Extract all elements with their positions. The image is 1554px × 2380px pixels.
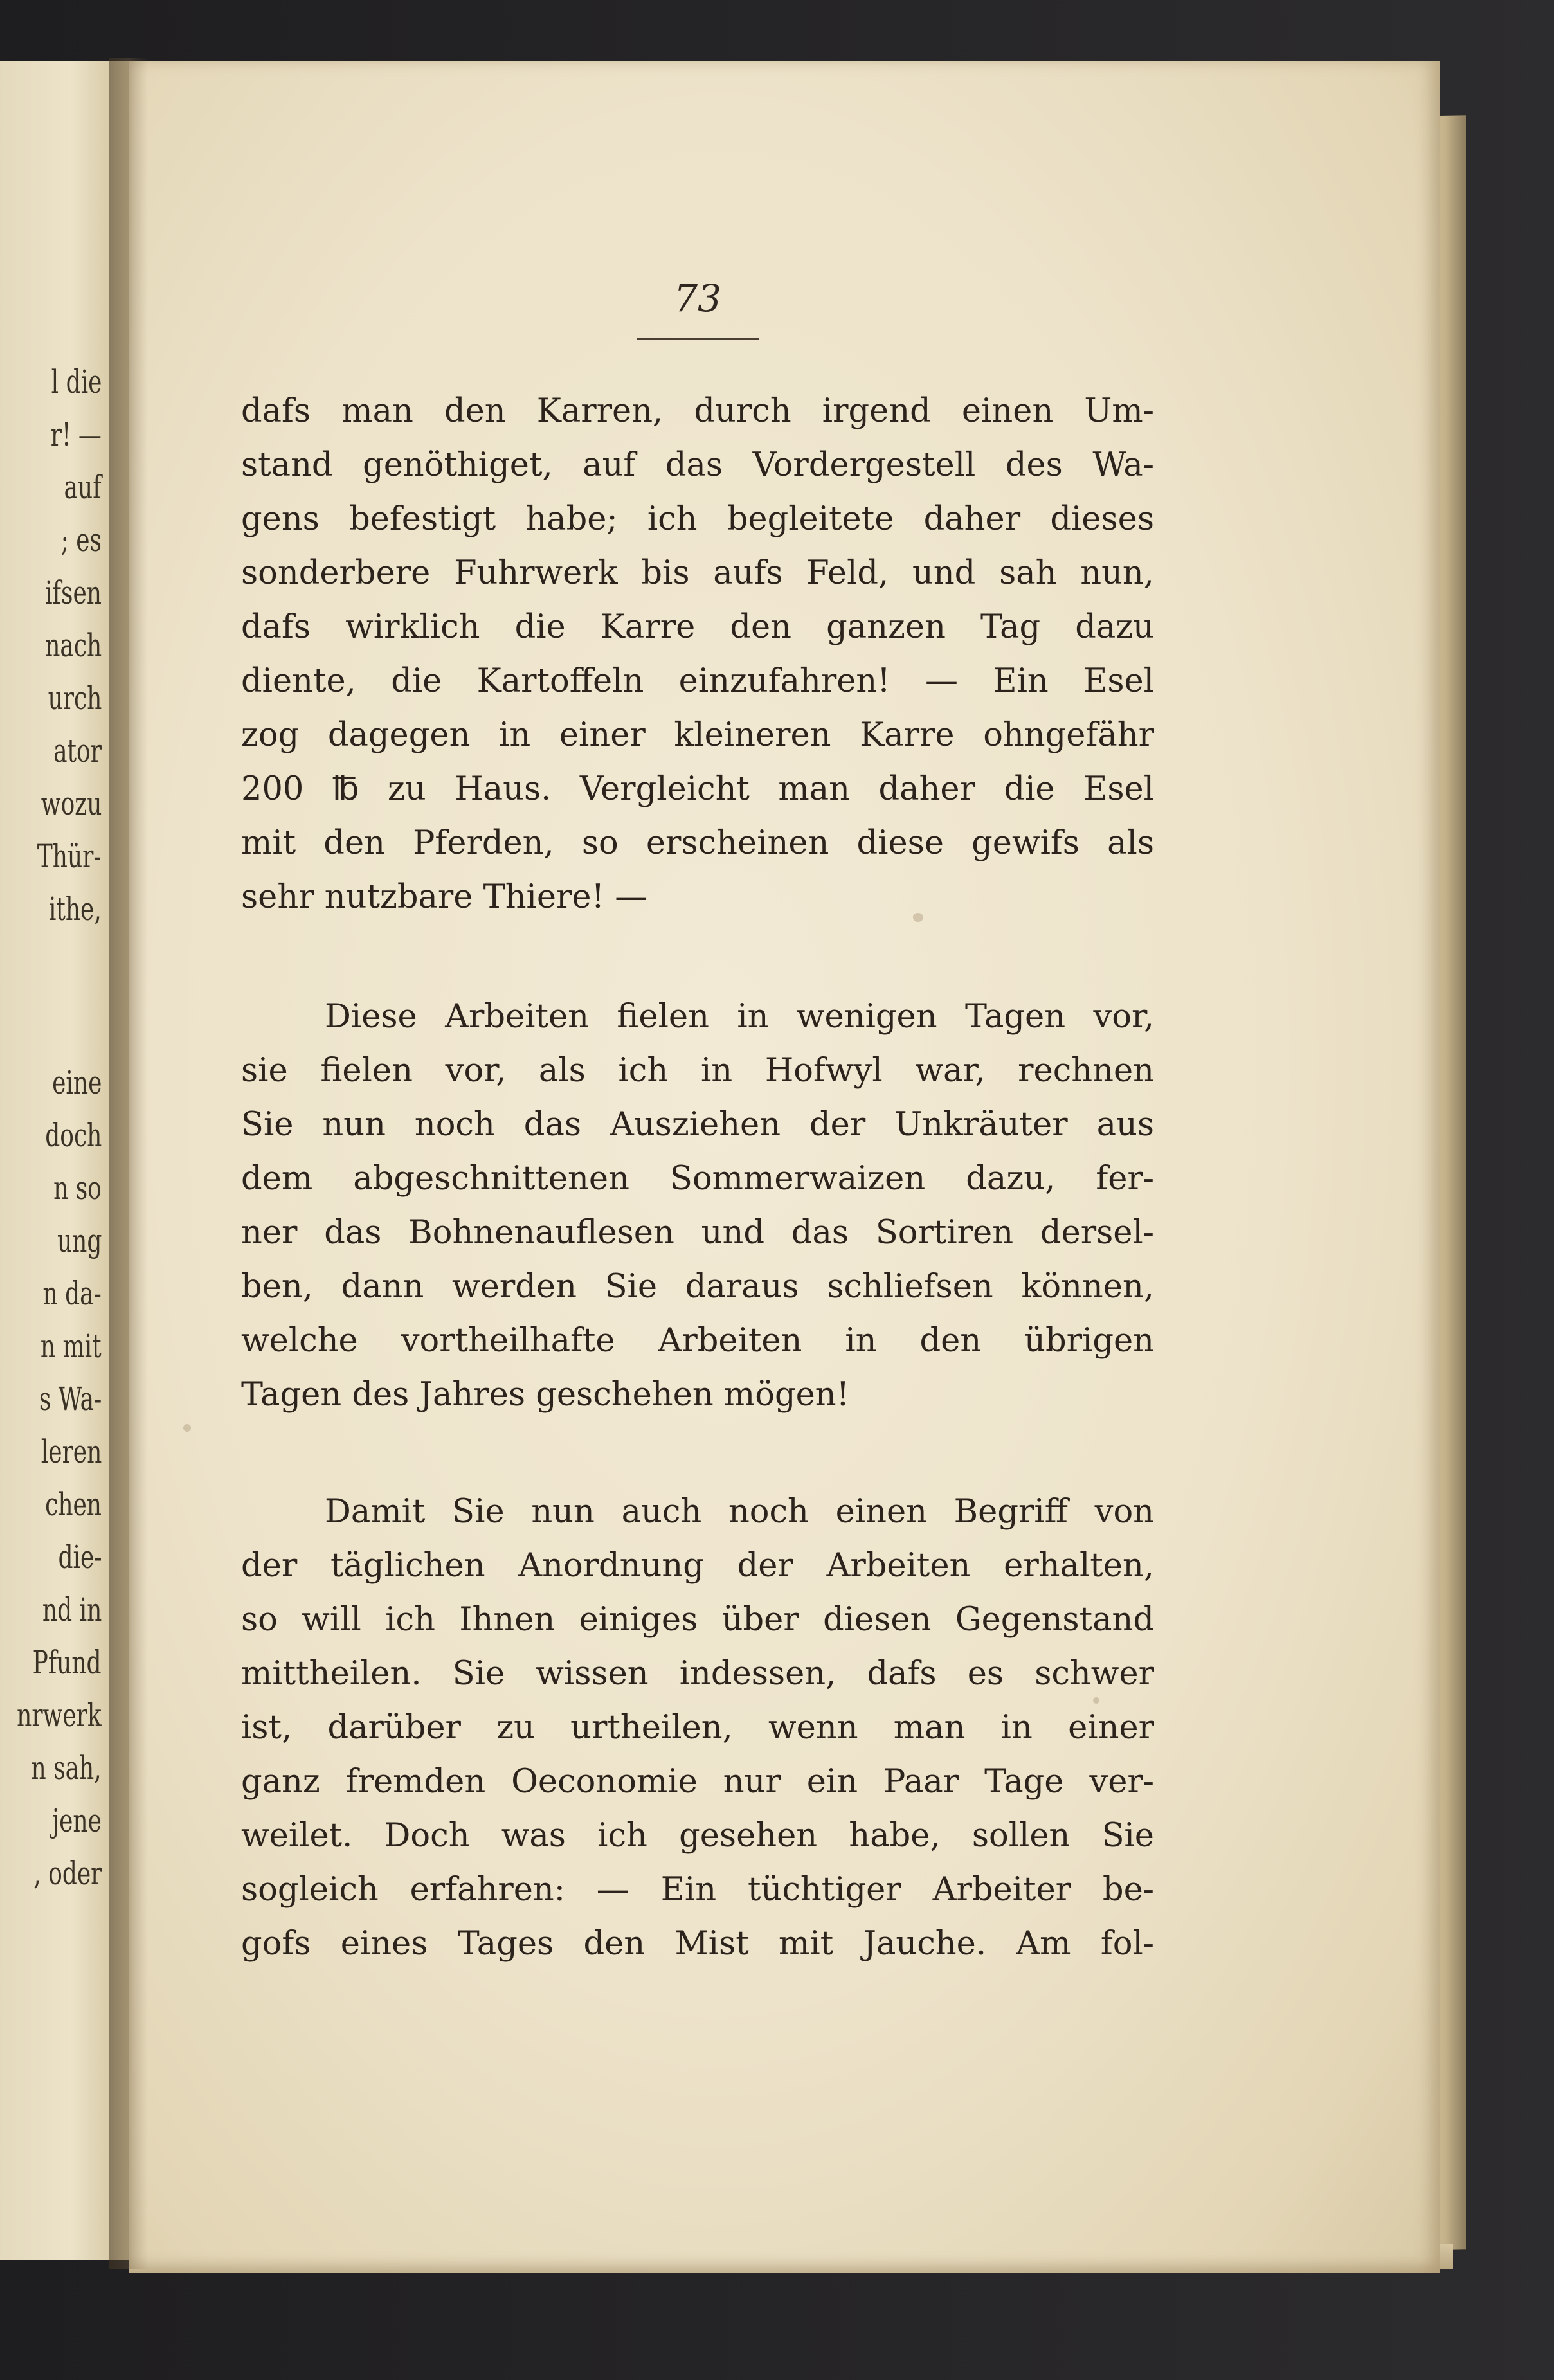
text-line: ist, darüber zu urtheilen, wenn man in einer xyxy=(241,1709,1154,1747)
text-line: dafs wirklich die Karre den ganzen Tag dazu xyxy=(241,608,1154,646)
facing-fragment: nrwerk xyxy=(17,1697,102,1734)
text-line: sonderbere Fuhrwerk bis aufs Feld, und sah nun, xyxy=(241,554,1154,592)
text-line: 200 ℔ zu Haus. Vergleicht man daher die Esel xyxy=(241,770,1154,808)
text-line: ner das Bohnenauflesen und das Sortiren dersel- xyxy=(241,1214,1154,1252)
facing-fragment: chen xyxy=(45,1486,102,1523)
text-line: Diese Arbeiten fielen in wenigen Tagen vor, xyxy=(325,998,1154,1036)
text-line: so will ich Ihnen einiges über diesen Gegenstand xyxy=(241,1601,1154,1639)
facing-fragment: ator xyxy=(53,732,102,770)
facing-fragment: die- xyxy=(57,1538,102,1576)
text-line: welche vortheilhafte Arbeiten in den übrigen xyxy=(241,1322,1154,1360)
text-line: Sie nun noch das Ausziehen der Unkräuter aus xyxy=(241,1106,1154,1144)
text-line: ben, dann werden Sie daraus schliefsen können, xyxy=(241,1268,1154,1306)
facing-fragment: leren xyxy=(41,1433,102,1470)
text-line: sehr nutzbare Thiere! — xyxy=(241,878,648,916)
facing-fragment: nd in xyxy=(42,1591,102,1628)
facing-fragment: doch xyxy=(44,1117,102,1154)
text-line: mit den Pferden, so erscheinen diese gewifs als xyxy=(241,824,1154,862)
text-line: Damit Sie nun auch noch einen Begriff von xyxy=(325,1493,1154,1531)
page-number: 73 xyxy=(674,276,721,320)
facing-fragment: nach xyxy=(45,627,102,664)
text-line: dafs man den Karren, durch irgend einen Um- xyxy=(241,392,1154,430)
facing-fragment: ung xyxy=(57,1222,102,1259)
facing-fragment: n da- xyxy=(42,1275,102,1312)
paper-spot xyxy=(183,1424,191,1432)
facing-fragment: eine xyxy=(51,1064,102,1101)
facing-fragment: urch xyxy=(48,680,102,717)
text-line: der täglichen Anordnung der Arbeiten erhalten, xyxy=(241,1547,1154,1585)
facing-fragment: l die xyxy=(51,363,102,401)
facing-fragment: wozu xyxy=(41,785,102,822)
text-line: weilet. Doch was ich gesehen habe, sollen Sie xyxy=(241,1817,1154,1855)
facing-fragment: n so xyxy=(53,1169,102,1207)
facing-fragment: ; es xyxy=(60,521,102,559)
facing-fragment: n sah, xyxy=(31,1749,102,1787)
text-line: ganz fremden Oeconomie nur ein Paar Tage ver- xyxy=(241,1763,1154,1801)
text-line: gens befestigt habe; ich begleitete daher dieses xyxy=(241,500,1154,538)
facing-fragment: s Wa- xyxy=(39,1380,102,1418)
text-line: dem abgeschnittenen Sommerwaizen dazu, fer- xyxy=(241,1160,1154,1198)
gutter-shadow xyxy=(109,58,148,2269)
facing-fragment: Thür- xyxy=(37,838,102,875)
facing-fragment: r! — xyxy=(50,416,102,453)
text-line: sie fielen vor, als ich in Hofwyl war, rechnen xyxy=(241,1052,1154,1090)
text-line: zog dagegen in einer kleineren Karre ohngefähr xyxy=(241,716,1154,754)
facing-fragment: , oder xyxy=(33,1855,102,1892)
page-number-rule xyxy=(637,338,759,340)
facing-fragment: ithe, xyxy=(49,890,102,928)
text-line: gofs eines Tages den Mist mit Jauche. Am fol- xyxy=(241,1925,1154,1963)
facing-fragment: n mit xyxy=(41,1328,102,1365)
text-line: sogleich erfahren: — Ein tüchtiger Arbeiter be- xyxy=(241,1871,1154,1909)
facing-fragment: Pfund xyxy=(33,1644,102,1681)
text-line: mittheilen. Sie wissen indessen, dafs es schwer xyxy=(241,1655,1154,1693)
text-line: Tagen des Jahres geschehen mögen! xyxy=(241,1376,850,1414)
facing-fragment: jene xyxy=(52,1802,102,1839)
facing-fragment: auf xyxy=(64,469,102,506)
facing-fragment: ifsen xyxy=(45,574,102,611)
text-line: diente, die Kartoffeln einzufahren! — Ein Esel xyxy=(241,662,1154,700)
text-line: stand genöthiget, auf das Vordergestell des Wa- xyxy=(241,446,1154,484)
